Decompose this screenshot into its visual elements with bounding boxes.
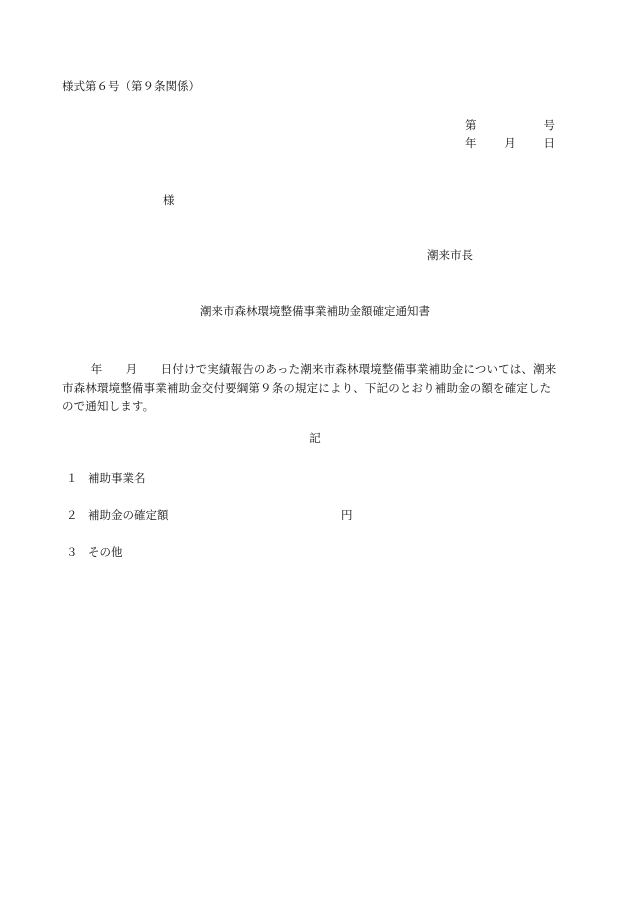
number-suffix: 号 — [543, 118, 555, 132]
item-confirmed-amount — [66, 510, 169, 522]
date-year: 年 — [465, 136, 477, 150]
item-label: 補助事業名 — [88, 471, 146, 485]
item-number: １ — [66, 471, 78, 485]
sender-name: 潮来市長 — [427, 248, 473, 262]
number-date-block — [465, 120, 555, 156]
item-project-name — [66, 473, 146, 485]
number-prefix: 第 — [465, 118, 477, 132]
date-line — [465, 138, 555, 156]
item-number: ２ — [66, 508, 78, 522]
document-title: 潮来市森林環境整備事業補助金額確定通知書 — [200, 304, 430, 318]
item-other — [66, 547, 123, 559]
item-label: その他 — [88, 545, 123, 559]
addressee-honorific: 様 — [163, 193, 175, 207]
ki-heading: 記 — [309, 431, 321, 445]
form-number: 様式第６号（第９条関係） — [62, 79, 200, 93]
item-number: ３ — [66, 545, 78, 559]
date-day: 日 — [543, 136, 555, 150]
item-label: 補助金の確定額 — [88, 508, 169, 522]
body-text — [62, 360, 562, 416]
date-month: 月 — [504, 136, 516, 150]
amount-unit: 円 — [341, 508, 353, 522]
body-paragraph: 年 月 日付けで実績報告のあった潮来市森林環境整備事業補助金については、潮来市森林環境整備事業補助金交付要綱第９条の規定により、下記のとおり補助金の額を確定したので通知します。 — [62, 362, 557, 413]
